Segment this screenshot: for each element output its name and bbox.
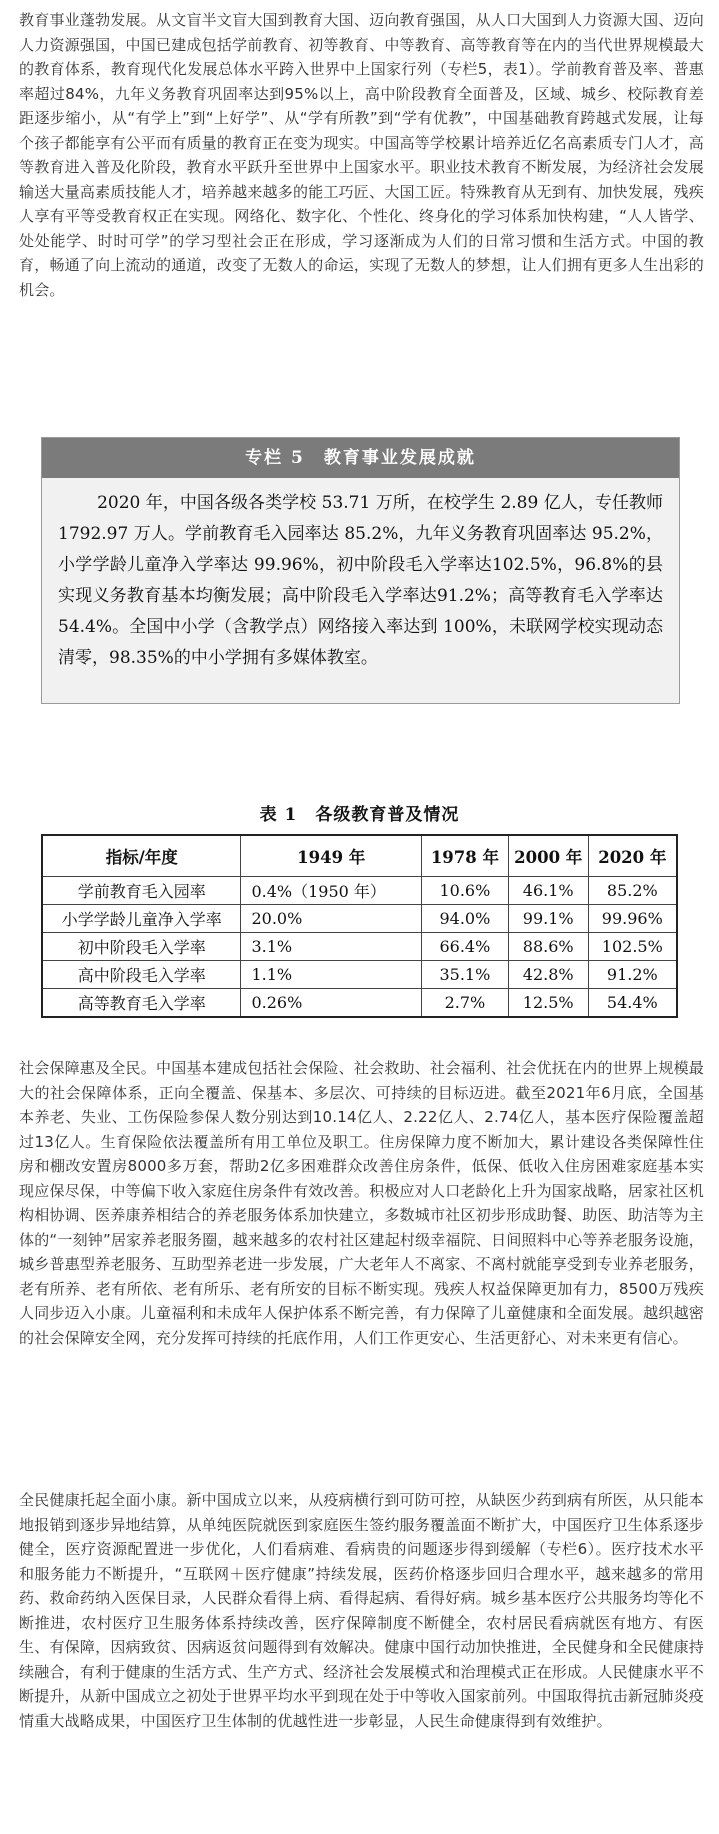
education-table <box>41 834 678 1018</box>
table-row <box>42 877 677 905</box>
table-row <box>42 933 677 961</box>
table-header-cell: 1949 年 <box>241 835 422 877</box>
table-cell: 42.8% <box>508 961 588 989</box>
table-header-cell: 2020 年 <box>588 835 677 877</box>
table-header-cell: 2000 年 <box>508 835 588 877</box>
table-row <box>42 905 677 933</box>
table-cell: 99.96% <box>588 905 677 933</box>
table-cell: 102.5% <box>588 933 677 961</box>
table-row <box>42 989 677 1018</box>
table-cell: 85.2% <box>588 877 677 905</box>
table-cell: 91.2% <box>588 961 677 989</box>
table-cell: 54.4% <box>588 989 677 1018</box>
table-cell: 0.26% <box>241 989 422 1018</box>
table-cell: 20.0% <box>241 905 422 933</box>
table-cell: 初中阶段毛入学率 <box>42 933 241 961</box>
table-row <box>42 961 677 989</box>
table-header-cell: 1978 年 <box>422 835 509 877</box>
paragraph-education: 教育事业蓬勃发展。从文盲半文盲大国到教育大国、迈向教育强国，从人口大国到人力资源大国、迈向人力资源强国，中国已建成包括学前教育、初等教育、中等教育、高等教育等在内的当代世界规模最大的教育体系，教育现代化发展总体水平跨入世界中上国家行列（专栏5，表1）。学前教育普及率、普惠率超过84%，九年义务教育巩固率达到95%以上，高中阶段教育全面普及，区域、城乡、校际教育差距逐步缩小，从“有学上”到“上好学”、从“学有所教”到“学有优教”，中国基础教育跨越式发展，让每个孩子都能享有公平而有质量的教育正在变为现实。中国高等学校累计培养近亿名高素质专门人才，高等教育进入普及化阶段，教育水平跃升至世界中上国家水平。职业技术教育不断发展，为经济社会发展输送大量高素质技能人才，培养越来越多的能工巧匠、大国工匠。特殊教育从无到有、加快发展，残疾人享有平等受教育权正在实现。网络化、数字化、个性化、终身化的学习体系加快构建，“人人皆学、处处能学、时时可学”的学习型社会正在形成，学习逐渐成为人们的日常习惯和生活方式。中国的教育，畅通了向上流动的通道，改变了无数人的命运，实现了无数人的梦想，让人们拥有更多人生出彩的机会。 <box>19 11 704 299</box>
table-cell: 88.6% <box>508 933 588 961</box>
table-cell: 94.0% <box>422 905 509 933</box>
table-cell: 3.1% <box>241 933 422 961</box>
table-cell: 小学学龄儿童净入学率 <box>42 905 241 933</box>
table-cell: 2.7% <box>422 989 509 1018</box>
table-header-cell: 指标/年度 <box>42 835 241 877</box>
table-cell: 12.5% <box>508 989 588 1018</box>
table-title: 表 1 各级教育普及情况 <box>259 805 460 825</box>
box-title: 专栏 5 教育事业发展成就 <box>42 438 679 478</box>
table-cell: 35.1% <box>422 961 509 989</box>
table-cell: 1.1% <box>241 961 422 989</box>
sidebar-box-education <box>41 437 680 704</box>
table-cell: 46.1% <box>508 877 588 905</box>
table-cell: 学前教育毛入园率 <box>42 877 241 905</box>
table-cell: 高等教育毛入学率 <box>42 989 241 1018</box>
paragraph-social-security: 社会保障惠及全民。中国基本建成包括社会保险、社会救助、社会福利、社会优抚在内的世界上规模最大的社会保障体系，正向全覆盖、保基本、多层次、可持续的目标迈进。截至2021年6月底，全国基本养老、失业、工伤保险参保人数分别达到10.14亿人、2.22亿人、2.74亿人，基本医疗保险覆盖超过13亿人。生育保险依法覆盖所有用工单位及职工。住房保障力度不断加大，累计建设各类保障性住房和棚改安置房8000多万套，帮助2亿多困难群众改善住房条件，低保、低收入住房困难家庭基本实现应保尽保，中等偏下收入家庭住房条件有效改善。积极应对人口老龄化上升为国家战略，居家社区机构相协调、医养康养相结合的养老服务体系加快建立，多数城市社区初步形成助餐、助医、助洁等为主体的“一刻钟”居家养老服务圈，越来越多的农村社区建起村级幸福院、日间照料中心等养老服务设施，城乡普惠型养老服务、互助型养老进一步发展，广大老年人不离家、不离村就能享受到专业养老服务，老有所养、老有所依、老有所乐、老有所安的目标不断实现。残疾人权益保障更加有力，8500万残疾人同步迈入小康。儿童福利和未成年人保护体系不断完善，有力保障了儿童健康和全面发展。越织越密的社会保障安全网，充分发挥可持续的托底作用，人们工作更安心、生活更舒心、对未来更有信心。 <box>19 1059 704 1347</box>
table-cell: 高中阶段毛入学率 <box>42 961 241 989</box>
table-cell: 10.6% <box>422 877 509 905</box>
table-cell: 66.4% <box>422 933 509 961</box>
table-cell: 0.4%（1950 年） <box>241 877 422 905</box>
box-body: 2020 年，中国各级各类学校 53.71 万所，在校学生 2.89 亿人，专任教师 1792.97 万人。学前教育毛入园率达 85.2%，九年义务教育巩固率达 95.2%，小学学龄儿童净入学率达 99.96%，初中阶段毛入学率达102.5%，96.8%的县实现义务教育基本均衡发展；高中阶段毛入学率达91.2%；高等教育毛入学率达 54.4%。全国中小学（含教学点）网络接入率达到 100%，未联网学校实现动态清零，98.35%的中小学拥有多媒体教室。 <box>58 493 663 668</box>
table-header-row <box>42 835 677 877</box>
paragraph-health: 全民健康托起全面小康。新中国成立以来，从疫病横行到可防可控，从缺医少药到病有所医，从只能本地报销到逐步异地结算，从单纯医院就医到家庭医生签约服务覆盖面不断扩大，中国医疗卫生体系逐步健全，医疗资源配置进一步优化，人们看病难、看病贵的问题逐步得到缓解（专栏6）。医疗技术水平和服务能力不断提升，“互联网＋医疗健康”持续发展，医药价格逐步回归合理水平，越来越多的常用药、救命药纳入医保目录，人民群众看得上病、看得起病、看得好病。城乡基本医疗公共服务均等化不断推进，农村医疗卫生服务体系持续改善，医疗保障制度不断健全，农村居民看病就医有地方、有医生、有保障，因病致贫、因病返贫问题得到有效解决。健康中国行动加快推进，全民健身和全民健康持续融合，有利于健康的生活方式、生产方式、经济社会发展模式和治理模式正在形成。人民健康水平不断提升，从新中国成立之初处于世界平均水平到现在处于中等收入国家前列。中国取得抗击新冠肺炎疫情重大战略成果，中国医疗卫生体制的优越性进一步彰显，人民生命健康得到有效维护。 <box>19 1491 704 1730</box>
table-cell: 99.1% <box>508 905 588 933</box>
